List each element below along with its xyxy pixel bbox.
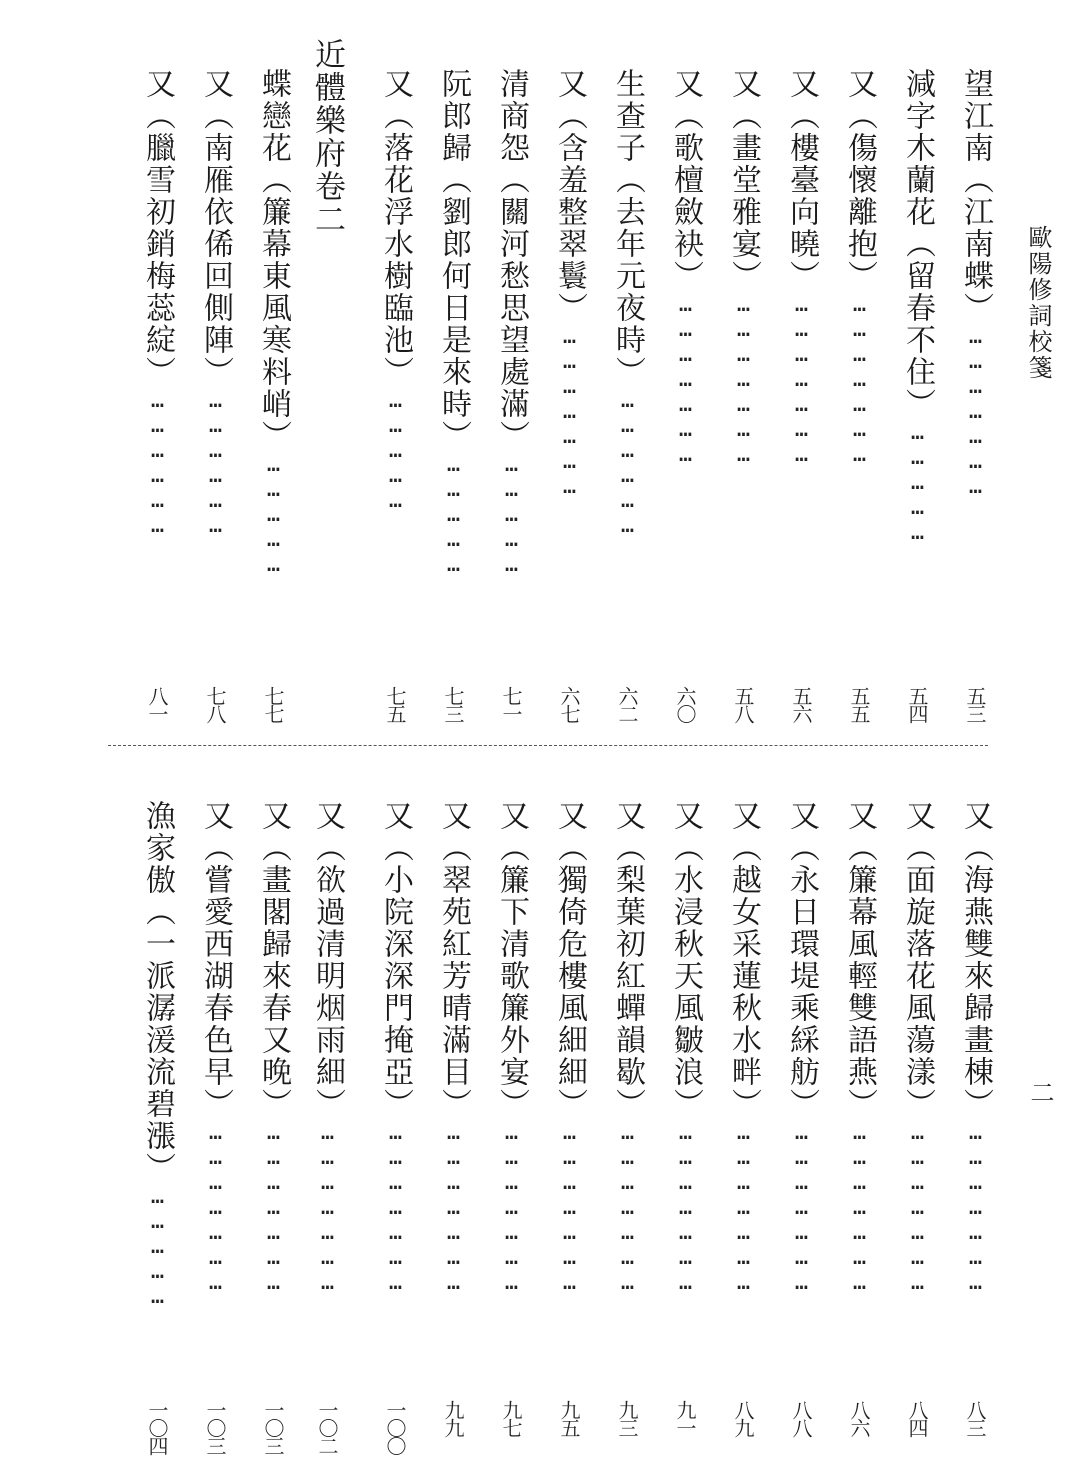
toc-page-ref: 七五 — [383, 686, 407, 722]
leader-dots: ………………… — [557, 324, 582, 499]
toc-entry-title: 望江南（江南蝶） — [958, 68, 993, 324]
toc-entry — [955, 68, 995, 680]
leader-dots: ……………… — [203, 388, 228, 538]
toc-page-ref: 五三 — [963, 686, 987, 722]
toc-entry — [665, 68, 705, 680]
toc-entry-title: 又（嘗愛西湖春色早） — [198, 800, 233, 1120]
toc-entry — [253, 800, 293, 1400]
toc-page-ref: 五八 — [731, 686, 755, 722]
toc-entry — [137, 68, 177, 680]
toc-page-ref: 一〇三 — [203, 1400, 227, 1454]
leader-dots: ………………… — [557, 1120, 582, 1295]
toc-entry-title: 蝶戀花（簾幕東風寒料峭） — [256, 68, 291, 452]
leader-dots: ………………… — [963, 324, 988, 499]
toc-entry — [607, 800, 647, 1400]
toc-entry-title: 又（水浸秋天風皺浪） — [668, 800, 703, 1120]
toc-entry-title: 漁家傲（一派潺湲流碧漲） — [140, 800, 175, 1184]
toc-entry — [723, 68, 763, 680]
toc-entry — [195, 800, 235, 1400]
leader-dots: …………… — [499, 452, 524, 577]
toc-page-ref: 七八 — [203, 686, 227, 722]
toc-entry — [491, 800, 531, 1400]
toc-page-ref: 九七 — [499, 1400, 523, 1436]
toc-entry — [375, 68, 415, 680]
leader-dots: ………………… — [673, 1120, 698, 1295]
toc-entry-title: 又（樓臺向曉） — [784, 68, 819, 292]
toc-entry-title: 又（翠苑紅芳晴滿目） — [436, 800, 471, 1120]
toc-entry — [137, 800, 177, 1400]
leader-dots: ………………… — [383, 1120, 408, 1295]
page-number: 二 — [1026, 1080, 1054, 1104]
toc-entry-title: 清商怨（關河愁思望處滿） — [494, 68, 529, 452]
toc-entry-title: 又（畫堂雅宴） — [726, 68, 761, 292]
toc-page-ref: 六二 — [615, 686, 639, 722]
toc-entry-title: 又（落花浮水樹臨池） — [378, 68, 413, 388]
toc-page-ref: 八八 — [789, 1400, 813, 1436]
section-title — [307, 38, 347, 650]
leader-dots: ………………… — [731, 292, 756, 467]
toc-page-ref: 五四 — [905, 686, 929, 722]
toc-entry-title: 又（簾下清歌簾外宴） — [494, 800, 529, 1120]
toc-page-ref: 六七 — [557, 686, 581, 722]
toc-page-ref: 五六 — [789, 686, 813, 722]
toc-page-ref: 九五 — [557, 1400, 581, 1436]
toc-entry — [781, 68, 821, 680]
toc-entry-title: 生查子（去年元夜時） — [610, 68, 645, 388]
leader-dots: ………………… — [905, 1120, 930, 1295]
toc-page-ref: 七三 — [441, 686, 465, 722]
toc-entry-title: 又（小院深深門掩亞） — [378, 800, 413, 1120]
toc-entry — [195, 68, 235, 680]
toc-entry — [253, 68, 293, 680]
leader-dots: …………… — [441, 452, 466, 577]
toc-page-ref: 七七 — [261, 686, 285, 722]
toc-entry-title: 又（簾幕風輕雙語燕） — [842, 800, 877, 1120]
toc-page-ref: 九三 — [615, 1400, 639, 1436]
toc-entry — [433, 800, 473, 1400]
toc-entry-title: 又（海燕雙來歸畫棟） — [958, 800, 993, 1120]
toc-entry-title: 又（永日環堤乘綵舫） — [784, 800, 819, 1120]
leader-dots: …………… — [905, 420, 930, 545]
toc-page-ref: 八一 — [145, 686, 169, 722]
toc-entry — [307, 800, 347, 1400]
toc-page-ref: 八三 — [963, 1400, 987, 1436]
toc-entry — [433, 68, 473, 680]
toc-entry — [607, 68, 647, 680]
toc-entry-title: 近體樂府卷二 — [309, 38, 345, 236]
toc-entry-title: 又（面旋落花風蕩漾） — [900, 800, 935, 1120]
leader-dots: …………… — [145, 1184, 170, 1309]
toc-entry-title: 又（獨倚危樓風細細） — [552, 800, 587, 1120]
toc-page-ref: 一〇四 — [145, 1400, 169, 1454]
toc-entry-title: 又（畫閣歸來春又晚） — [256, 800, 291, 1120]
leader-dots: ………………… — [789, 292, 814, 467]
toc-entry-title: 又（含羞整翠鬟） — [552, 68, 587, 324]
toc-page-ref: 九一 — [673, 1400, 697, 1436]
leader-dots: ………………… — [789, 1120, 814, 1295]
toc-entry-title: 又（南雁依俙回側陣） — [198, 68, 233, 388]
leader-dots: ………………… — [615, 1120, 640, 1295]
leader-dots: ………………… — [499, 1120, 524, 1295]
toc-entry-title: 又（梨葉初紅蟬韻歇） — [610, 800, 645, 1120]
leader-dots: ……………… — [615, 388, 640, 538]
toc-entry-title: 又（臘雪初銷梅蕊綻） — [140, 68, 175, 388]
toc-entry — [781, 800, 821, 1400]
leader-dots: ………………… — [847, 292, 872, 467]
leader-dots: ……………… — [145, 388, 170, 538]
toc-entry — [491, 68, 531, 680]
toc-entry — [839, 68, 879, 680]
leader-dots: ………………… — [203, 1120, 228, 1295]
leader-dots: ………………… — [315, 1120, 340, 1295]
toc-entry — [375, 800, 415, 1400]
toc-entry — [955, 800, 995, 1400]
toc-entry-title: 減字木蘭花（留春不住） — [900, 68, 935, 420]
toc-entry — [897, 800, 937, 1400]
toc-entry — [839, 800, 879, 1400]
leader-dots: ………………… — [963, 1120, 988, 1295]
book-title-header: 歐陽修詞校箋 — [1024, 225, 1052, 381]
toc-page-ref: 六〇 — [673, 686, 697, 722]
toc-entry-title: 又（越女采蓮秋水畔） — [726, 800, 761, 1120]
leader-dots: ………………… — [847, 1120, 872, 1295]
toc-entry — [549, 800, 589, 1400]
toc-page-ref: 一〇二 — [315, 1400, 339, 1454]
toc-entry — [723, 800, 763, 1400]
toc-entry — [549, 68, 589, 680]
toc-page-ref: 八四 — [905, 1400, 929, 1436]
toc-page-ref: 八九 — [731, 1400, 755, 1436]
toc-page-ref: 八六 — [847, 1400, 871, 1436]
toc-entry-title: 又（歌檀斂袂） — [668, 68, 703, 292]
toc-entry — [897, 68, 937, 680]
leader-dots: ………………… — [731, 1120, 756, 1295]
leader-dots: ………………… — [261, 1120, 286, 1295]
toc-page-ref: 七一 — [499, 686, 523, 722]
toc-page-ref: 九九 — [441, 1400, 465, 1436]
leader-dots: …………… — [261, 452, 286, 577]
leader-dots: …………… — [383, 388, 408, 513]
toc-entry-title: 又（欲過清明烟雨細） — [310, 800, 345, 1120]
toc-entry — [665, 800, 705, 1400]
leader-dots: ………………… — [673, 292, 698, 467]
toc-entry-title: 阮郎歸（劉郎何日是來時） — [436, 68, 471, 452]
toc-page-ref: 五五 — [847, 686, 871, 722]
leader-dots: ………………… — [441, 1120, 466, 1295]
toc-entry-title: 又（傷懷離抱） — [842, 68, 877, 292]
toc-page-ref: 一〇〇 — [383, 1400, 407, 1454]
toc-page-ref: 一〇三 — [261, 1400, 285, 1454]
